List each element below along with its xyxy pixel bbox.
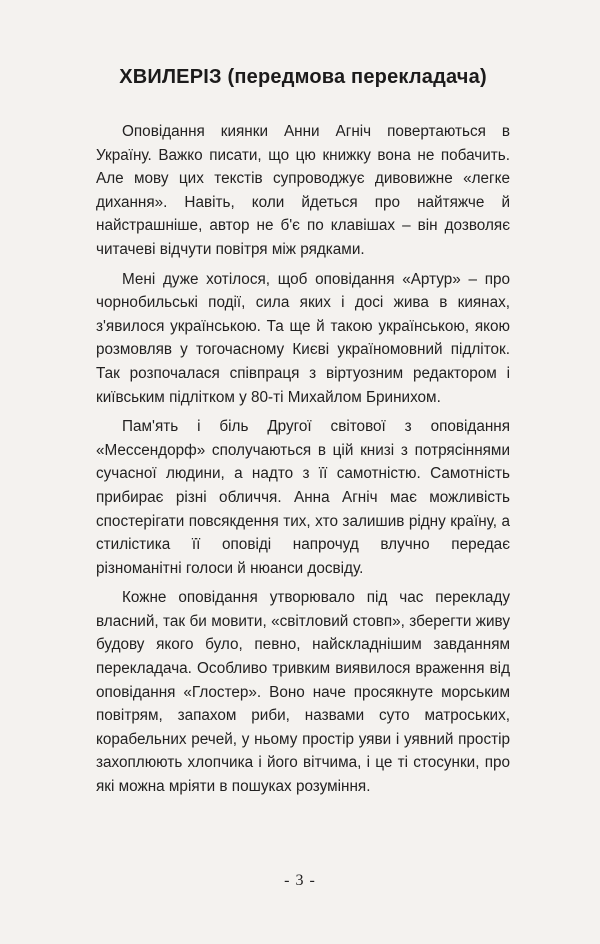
page-number: - 3 -: [284, 872, 316, 889]
chapter-title: ХВИЛЕРІЗ (передмова перекладача): [119, 66, 487, 88]
book-page: [96, 64, 510, 805]
paragraph-2: Мені дуже хотілося, щоб оповідання «Артур» – про чорнобильські події, сила яких і досі жива в киянах, з'явилося українською. Та ще й такою українською, якою розмовляв у тогочасному Києві україномовний підліток. Так розпочалася співпраця з віртуозним редактором і київським підлітком у 80-ті Михайлом Бринихом.: [96, 270, 510, 406]
paragraph-4: Кожне оповідання утворювало під час перекладу власний, так би мовити, «світловий стовп», зберегти живу будову якого було, певно, найскладнішим завданням перекладача. Особливо тривким виявилося враження від оповідання «Глостер». Воно наче просякнуте морським повітрям, запахом риби, назвами суто матроських, корабельних речей, у ньому простір уяви і уявний простір захоплюють хлопчика і його вітчима, і це ті стосунки, про які можна мріяти в пошуках розуміння.: [96, 589, 510, 796]
paragraph-1: Оповідання киянки Анни Агніч повертаються в Україну. Важко писати, що цю книжку вона не побачить. Але мову цих текстів супроводжує дивовижне «легке дихання». Навіть, коли йдеться про найтяжче й найстрашніше, автор не б'є по клавішах – він дозволяє читачеві відчути повітря між рядками.: [96, 123, 510, 258]
paragraph-3: Пам'ять і біль Другої світової з оповідання «Мессендорф» сполучаються в цій книзі з потрясіннями сучасної людини, а надто з її самотністю. Самотність прибирає різні обличчя. Анна Агніч має можливість спостерігати повсякдення тих, хто залишив рідну країну, а стилістика її оповіді напрочуд влучно передає різноманітні голоси й нюанси досвіду.: [96, 418, 510, 577]
body-text: [96, 120, 510, 799]
